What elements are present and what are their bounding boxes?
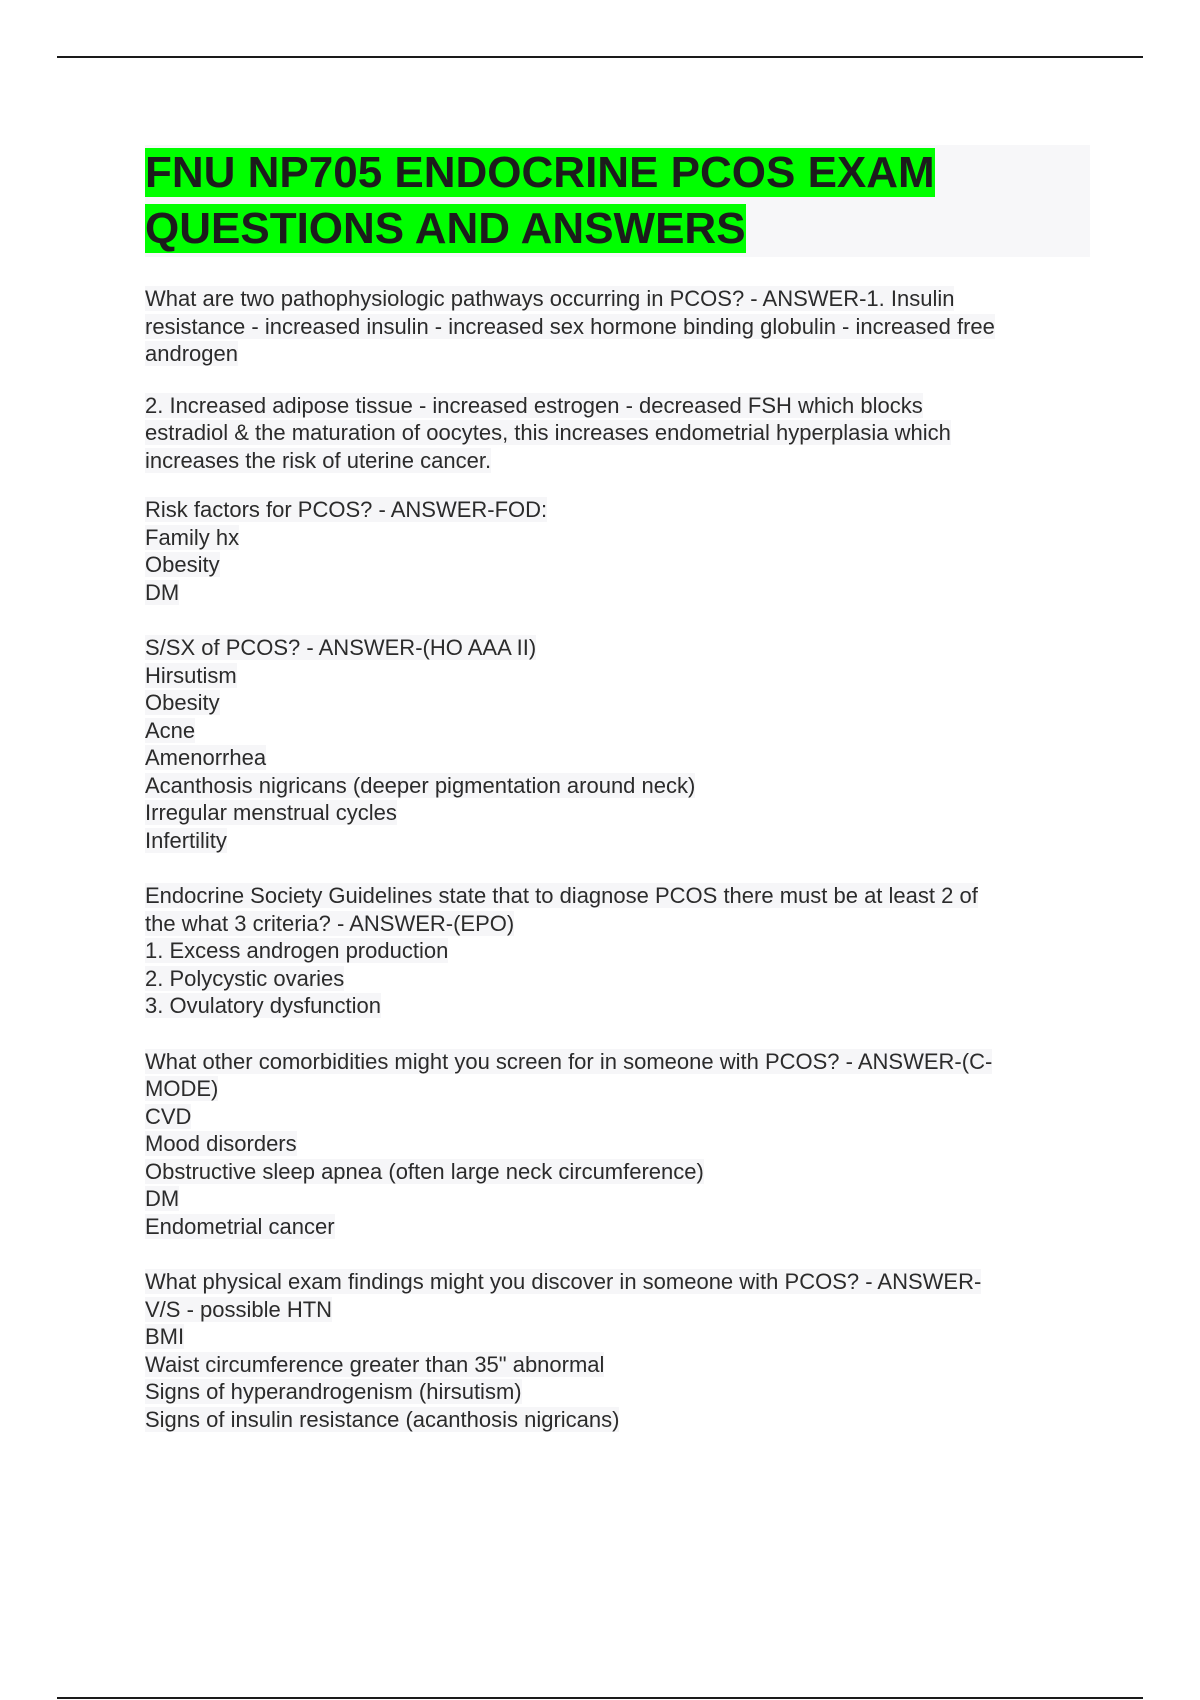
qa-line: [145, 772, 1090, 800]
qa-line: [145, 340, 1090, 368]
document-title: [145, 145, 1090, 257]
qa-line-text: Signs of hyperandrogenism (hirsutism): [145, 1379, 522, 1404]
qa-line: [145, 524, 1090, 552]
qa-line: [145, 313, 1090, 341]
qa-line-question: [145, 285, 1090, 313]
qa-line: [145, 992, 1090, 1020]
footer-rule: [57, 1697, 1143, 1699]
qa-line: [145, 827, 1090, 855]
qa-line-text: resistance - increased insulin - increased sex hormone binding globulin - increased free: [145, 313, 995, 339]
qa-line: [145, 1323, 1090, 1351]
qa-line-text: DM: [145, 579, 180, 605]
qa-line: [145, 419, 1090, 447]
qa-line-text: DM: [145, 1186, 180, 1211]
qa-line-text: Amenorrhea: [145, 745, 267, 770]
qa-line: [145, 579, 1090, 607]
qa-line-text: Obesity: [145, 690, 220, 715]
qa-line: [145, 1351, 1090, 1379]
qa-line: [145, 1213, 1090, 1241]
title-line-2: QUESTIONS AND ANSWERS: [145, 204, 746, 253]
qa-line: [145, 965, 1090, 993]
qa-list: [145, 285, 1090, 1433]
qa-line-text: Endometrial cancer: [145, 1213, 335, 1239]
qa-line: [145, 689, 1090, 717]
qa-line-question: [145, 1268, 1090, 1296]
qa-line: [145, 1130, 1090, 1158]
qa-line-text: Waist circumference greater than 35" abnormal: [145, 1351, 605, 1377]
qa-line: [145, 1103, 1090, 1131]
qa-line: [145, 1378, 1090, 1406]
qa-block: [145, 882, 1090, 1020]
qa-line-text: What are two pathophysiologic pathways occurring in PCOS? - ANSWER-1. Insulin: [145, 286, 955, 311]
qa-line-text: What physical exam findings might you discover in someone with PCOS? - ANSWER-: [145, 1269, 982, 1294]
header-rule: [57, 56, 1143, 58]
qa-line-text: Irregular menstrual cycles: [145, 800, 397, 825]
qa-line-text: 1. Excess androgen production: [145, 938, 449, 963]
qa-line: [145, 799, 1090, 827]
qa-line-text: BMI: [145, 1324, 185, 1349]
qa-line: [145, 1296, 1090, 1324]
qa-line-question: [145, 392, 1090, 420]
qa-line-text: V/S - possible HTN: [145, 1296, 333, 1322]
qa-line: [145, 744, 1090, 772]
qa-line-text: 2. Polycystic ovaries: [145, 965, 345, 991]
qa-line-text: Mood disorders: [145, 1131, 297, 1156]
qa-line-text: MODE): [145, 1076, 219, 1101]
qa-line: [145, 662, 1090, 690]
qa-line-text: Signs of insulin resistance (acanthosis nigricans): [145, 1406, 620, 1432]
qa-block: [145, 285, 1090, 368]
qa-line-text: Family hx: [145, 524, 240, 550]
qa-line-question: [145, 634, 1090, 662]
qa-line-text: increases the risk of uterine cancer.: [145, 447, 492, 473]
qa-line-question: [145, 496, 1090, 524]
qa-line-text: Acne: [145, 717, 196, 743]
qa-line-text: estradiol & the maturation of oocytes, this increases endometrial hyperplasia which: [145, 420, 951, 445]
qa-line-question: [145, 1048, 1090, 1076]
qa-line-text: the what 3 criteria? - ANSWER-(EPO): [145, 910, 515, 936]
qa-line: [145, 1185, 1090, 1213]
qa-line: [145, 717, 1090, 745]
qa-line-text: 2. Increased adipose tissue - increased estrogen - decreased FSH which blocks: [145, 392, 923, 418]
qa-line-text: Obesity: [145, 552, 220, 577]
qa-block: [145, 634, 1090, 854]
qa-line-text: CVD: [145, 1103, 192, 1129]
qa-line: [145, 1158, 1090, 1186]
qa-block: [145, 1268, 1090, 1433]
qa-line-text: Hirsutism: [145, 662, 237, 688]
qa-line-question: [145, 882, 1090, 910]
qa-line-text: S/SX of PCOS? - ANSWER-(HO AAA II): [145, 635, 537, 660]
qa-line: [145, 1406, 1090, 1434]
qa-line: [145, 937, 1090, 965]
qa-block: [145, 1048, 1090, 1241]
qa-block: [145, 496, 1090, 606]
qa-block: [145, 392, 1090, 475]
qa-line-text: Risk factors for PCOS? - ANSWER-FOD:: [145, 497, 548, 522]
title-block: [145, 145, 1090, 257]
qa-line: [145, 447, 1090, 475]
qa-line-text: Endocrine Society Guidelines state that to diagnose PCOS there must be at least 2 of: [145, 883, 978, 908]
qa-line-text: androgen: [145, 341, 238, 366]
qa-line-text: Infertility: [145, 827, 227, 853]
qa-line-text: 3. Ovulatory dysfunction: [145, 993, 382, 1018]
qa-line-text: Obstructive sleep apnea (often large neck circumference): [145, 1158, 704, 1184]
document-body: [145, 145, 1090, 1461]
title-line-1: FNU NP705 ENDOCRINE PCOS EXAM: [145, 148, 935, 197]
qa-line: [145, 910, 1090, 938]
qa-line: [145, 551, 1090, 579]
qa-line-text: What other comorbidities might you screen for in someone with PCOS? - ANSWER-(C-: [145, 1048, 993, 1074]
qa-line: [145, 1075, 1090, 1103]
qa-line-text: Acanthosis nigricans (deeper pigmentation around neck): [145, 772, 696, 798]
